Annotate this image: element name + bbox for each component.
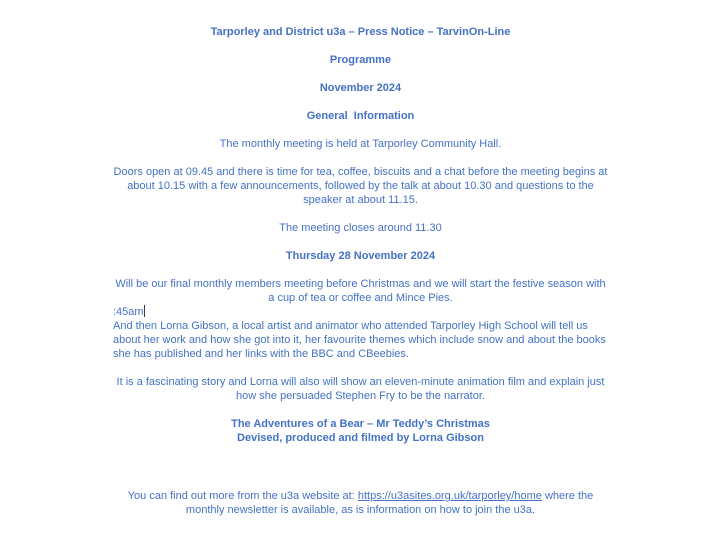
website-paragraph bbox=[113, 489, 608, 517]
month-heading: November 2024 bbox=[319, 82, 402, 94]
website-link[interactable]: https://u3asites.org.uk/tarporley/home bbox=[357, 490, 542, 502]
venue-paragraph: The monthly meeting is held at Tarporley Community Hall. bbox=[219, 138, 502, 150]
event-date-heading: Thursday 28 November 2024 bbox=[285, 250, 436, 262]
edit-fragment-line bbox=[113, 305, 608, 319]
website-text-suffix: where the monthly newsletter is available, as is information on how to join the u3a. bbox=[185, 490, 594, 516]
programme-heading: Programme bbox=[329, 54, 392, 66]
text-cursor bbox=[144, 305, 145, 317]
schedule-paragraph: Doors open at 09.45 and there is time for tea, coffee, biscuits and a chat before the meeting begins at about 10.15 with a few announcements, followed by the talk at about 10.30 and questions to the speaker at about 11.15. bbox=[113, 166, 608, 206]
film-title: The Adventures of a Bear – Mr Teddy’s Christmas bbox=[231, 418, 490, 430]
edit-fragment-text: :45am bbox=[113, 306, 144, 318]
event-intro-paragraph: Will be our final monthly members meeting before Christmas and we will start the festive season with a cup of tea or coffee and Mince Pies. bbox=[115, 278, 606, 304]
speaker-paragraph: And then Lorna Gibson, a local artist and animator who attended Tarporley High School will tell us about her work and how she got into it, her favourite themes which include snow and about the books she has published and her links with the BBC and CBeebies. bbox=[113, 320, 606, 360]
document-title: Tarporley and District u3a – Press Notice – TarvinOn-Line bbox=[210, 26, 511, 38]
story-paragraph: It is a fascinating story and Lorna will also will show an eleven-minute animation film and explain just how she persuaded Stephen Fry to be the narrator. bbox=[116, 376, 605, 402]
closing-time-paragraph: The meeting closes around 11.30 bbox=[279, 222, 442, 234]
website-text-prefix: You can find out more from the u3a website at: bbox=[127, 490, 358, 502]
film-credit: Devised, produced and filmed by Lorna Gibson bbox=[237, 432, 484, 444]
general-information-heading: General Information bbox=[306, 110, 415, 122]
